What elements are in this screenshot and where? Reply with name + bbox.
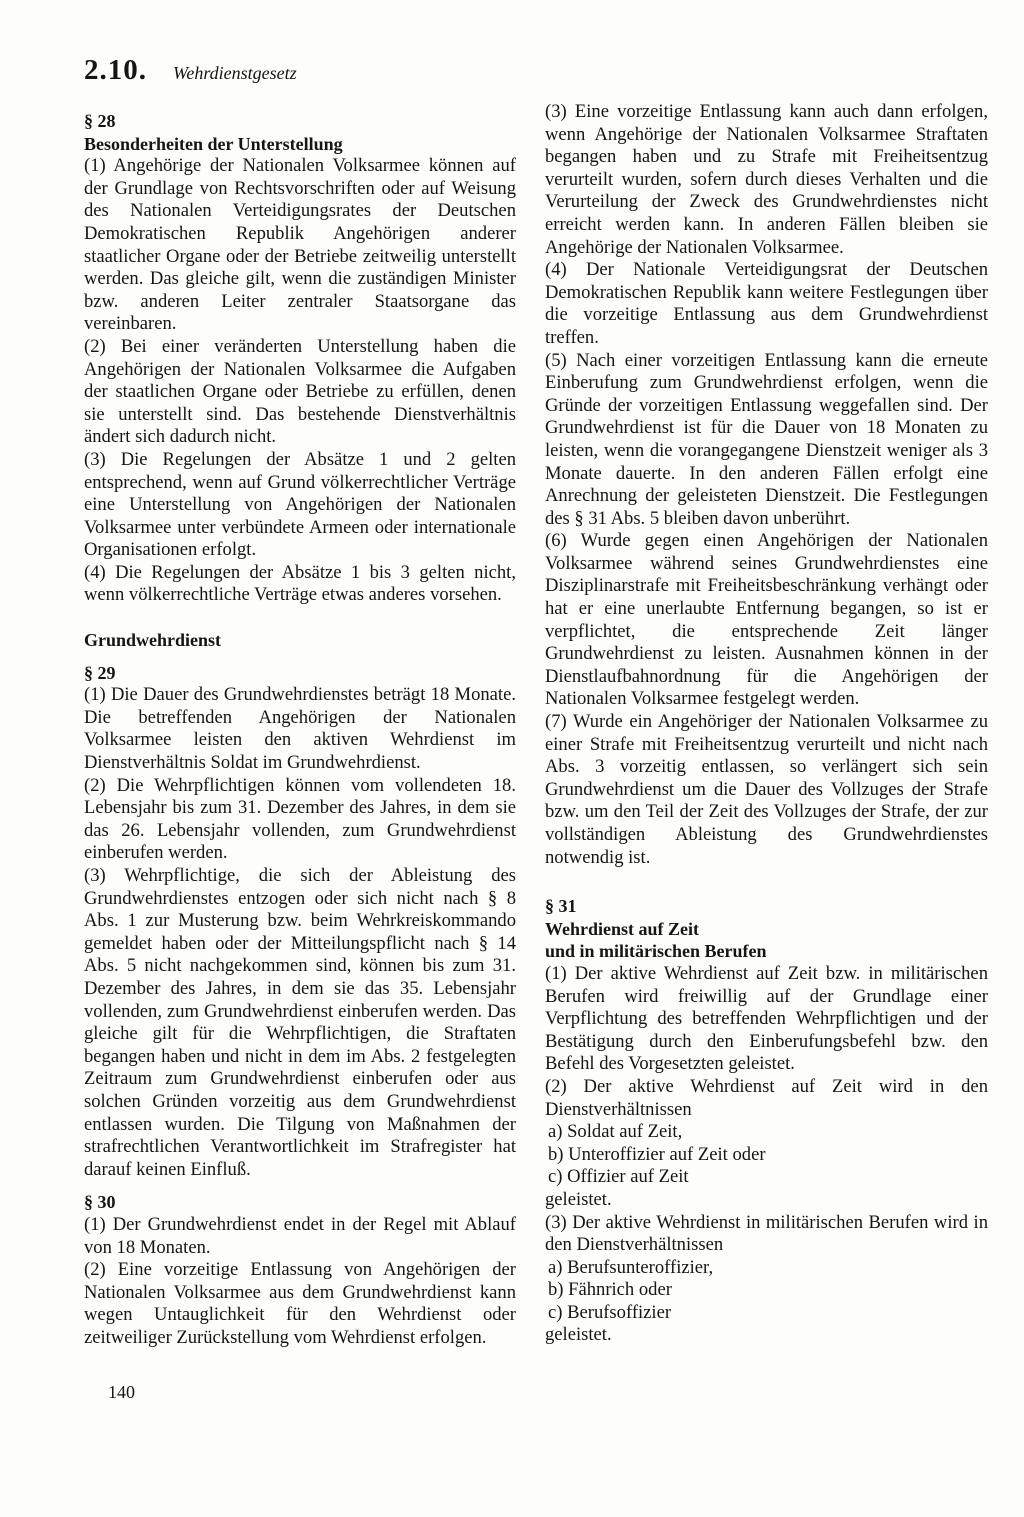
- section-number: 2.10.: [84, 54, 147, 86]
- p29-abs-1: (1) Die Dauer des Grundwehrdienstes beträgt 18 Monate. Die betreffenden Angehörigen der Nationalen Volksarmee leisten den aktiven Wehrdienst im Dienstverhältnis Soldat im Grundwehrdienst.: [84, 684, 516, 774]
- paragraph-number-31: § 31: [545, 896, 577, 917]
- p31-abs-3: (3) Der aktive Wehrdienst in militärischen Berufen wird in den Dienstverhältnissen: [545, 1211, 988, 1256]
- paragraph-number-28: § 28: [84, 111, 116, 131]
- p30-abs-2: (2) Eine vorzeitige Entlassung von Angehörigen der Nationalen Volksarmee aus dem Grundwehrdienst kann wegen Untauglichkeit für den Wehrdienst oder zeitweiliger Zurückstellung vom Wehrdienst erfolgen.: [84, 1259, 516, 1348]
- p31-abs-2-end: geleistet.: [545, 1188, 612, 1210]
- p31-abs-2-item-a: a) Soldat auf Zeit,: [548, 1121, 683, 1143]
- p28-abs-4: (4) Die Regelungen der Absätze 1 bis 3 gelten nicht, wenn völkerrechtliche Verträge etwas anderes vorsehen.: [84, 561, 516, 606]
- paragraph-title-31-line2: und in militärischen Berufen: [545, 941, 767, 962]
- p30-abs-5: (5) Nach einer vorzeitigen Entlassung kann die erneute Einberufung zum Grundwehrdienst erfolgen, wenn die Gründe der vorzeitigen Entlassung weggefallen sind. Der Grundwehrdienst ist für die Dauer von 18 Monaten zu leisten, wenn die vorangegangene Dienstzeit weniger als 3 Monate dauerte. In den anderen Fällen erfolgt eine Anrechnung der geleisteten Dienstzeit. Die Festlegungen des § 31 Abs. 5 bleiben davon unberührt.: [545, 349, 988, 529]
- p31-abs-3-item-c: c) Berufsoffizier: [548, 1301, 672, 1323]
- p29-abs-2: (2) Die Wehrpflichtigen können vom vollendeten 18. Lebensjahr bis zum 31. Dezember des Jahres, in dem sie das 26. Lebensjahr vollenden, zum Grundwehrdienst einberufen werden.: [84, 774, 516, 864]
- running-header: [84, 54, 297, 94]
- p30-abs-3: (3) Eine vorzeitige Entlassung kann auch dann erfolgen, wenn Angehörige der Nationalen Volksarmee Straftaten begangen haben und zu Strafe mit Freiheitsentzug verurteilt wurden, sofern durch dieses Verhalten und die Verurteilung der Zweck des Grundwehrdienstes nicht erreicht werden kann. In anderen Fällen bleiben sie Angehörige der Nationalen Volksarmee.: [545, 101, 988, 258]
- p28-abs-3: (3) Die Regelungen der Absätze 1 und 2 gelten entsprechend, wenn auf Grund völkerrechtlicher Verträge eine Unterstellung von Angehörigen der Nationalen Volksarmee unter verbündete Armeen oder internationale Organisationen erfolgt.: [84, 448, 516, 561]
- p30-abs-1: (1) Der Grundwehrdienst endet in der Regel mit Ablauf von 18 Monaten.: [84, 1213, 516, 1258]
- heading-grundwehrdienst: Grundwehrdienst: [84, 630, 222, 651]
- p31-abs-3-item-a: a) Berufsunteroffizier,: [548, 1256, 714, 1278]
- left-column: [84, 94, 516, 1349]
- paragraph-number-29: § 29: [84, 662, 116, 683]
- paragraph-title-28: Besonderheiten der Unterstellung: [84, 133, 343, 154]
- paragraph-title-31-line1: Wehrdienst auf Zeit: [545, 918, 700, 939]
- p31-abs-2-item-c: c) Offizier auf Zeit: [548, 1166, 689, 1188]
- p31-abs-2: (2) Der aktive Wehrdienst auf Zeit wird in den Dienstverhältnissen: [545, 1075, 988, 1120]
- p30-abs-4: (4) Der Nationale Verteidigungsrat der Deutschen Demokratischen Republik kann weitere Festlegungen über die vorzeitige Entlassung aus dem Grundwehrdienst treffen.: [545, 259, 988, 348]
- p31-abs-3-item-b: b) Fähnrich oder: [548, 1279, 672, 1301]
- p29-abs-3: (3) Wehrpflichtige, die sich der Ableistung des Grundwehrdienstes entzogen oder sich nicht nach § 8 Abs. 1 zur Musterung bzw. beim Wehrkreiskommando gemeldet haben oder der Mitteilungspflicht nach § 14 Abs. 5 nicht nachgekommen sind, können bis zum 31. Dezember des Jahres, in dem sie das 35. Lebensjahr vollenden, zum Grundwehrdienst einberufen werden. Das gleiche gilt für die Wehrpflichtigen, die Straftaten begangen haben und nicht in dem im Abs. 2 festgelegten Zeitraum zum Grundwehrdienst einberufen oder aus solchen Gründen vorzeitig aus dem Grundwehrdienst entlassen wurden. Die Tilgung von Maßnahmen der strafrechtlichen Verantwortlichkeit im Strafregister hat darauf keinen Einfluß.: [84, 865, 516, 1180]
- p31-abs-1: (1) Der aktive Wehrdienst auf Zeit bzw. in militärischen Berufen wird freiwillig auf der Grundlage einer Verpflichtung des betreffenden Wehrpflichtigen und der Bestätigung durch den Einberufungsbefehl bzw. den Befehl des Vorgesetzten geleistet.: [545, 962, 988, 1075]
- p30-abs-6: (6) Wurde gegen einen Angehörigen der Nationalen Volksarmee während seines Grundwehrdienstes eine Disziplinarstrafe mit Freiheitsbeschränkung verhängt oder hat er eine unerlaubte Entfernung begangen, so ist er verpflichtet, die entsprechende Zeit länger Grundwehrdienst zu leisten. Ausnahmen können in der Dienstlaufbahnordnung für die Angehörigen der Nationalen Volksarmee festgelegt werden.: [545, 530, 988, 710]
- p28-abs-1: (1) Angehörige der Nationalen Volksarmee können auf der Grundlage von Rechtsvorschriften oder auf Weisung des Nationalen Verteidigungsrates der Deutschen Demokratischen Republik Angehörigen anderer staatlicher Organe oder der Betriebe zeitweilig unterstellt werden. Das gleiche gilt, wenn die zuständigen Minister bzw. anderen Leiter zentraler Staatsorgane das vereinbaren.: [84, 155, 516, 335]
- right-column: [545, 101, 988, 1347]
- p30-abs-7: (7) Wurde ein Angehöriger der Nationalen Volksarmee zu einer Strafe mit Freiheitsentzug verurteilt und nicht nach Abs. 3 vorzeitig entlassen, so verlängert sich sein Grundwehrdienst um die Dauer des Vollzuges der Strafe bzw. um den Teil der Zeit des Vollzuges der Strafe, der zur vollständigen Ableistung des Grundwehrdienstes notwendig ist.: [545, 711, 988, 868]
- p31-abs-2-item-b: b) Unteroffizier auf Zeit oder: [548, 1143, 766, 1165]
- paragraph-number-30: § 30: [84, 1192, 116, 1213]
- section-title: Wehrdienstgesetz: [173, 63, 297, 83]
- p31-abs-3-end: geleistet.: [545, 1324, 612, 1346]
- p28-abs-2: (2) Bei einer veränderten Unterstellung haben die Angehörigen der Nationalen Volksarmee die Aufgaben der staatlichen Organe oder Betriebe zu erfüllen, denen sie unterstellt sind. Das bestehende Dienstverhältnis ändert sich dadurch nicht.: [84, 335, 516, 448]
- page-number: 140: [108, 1382, 135, 1402]
